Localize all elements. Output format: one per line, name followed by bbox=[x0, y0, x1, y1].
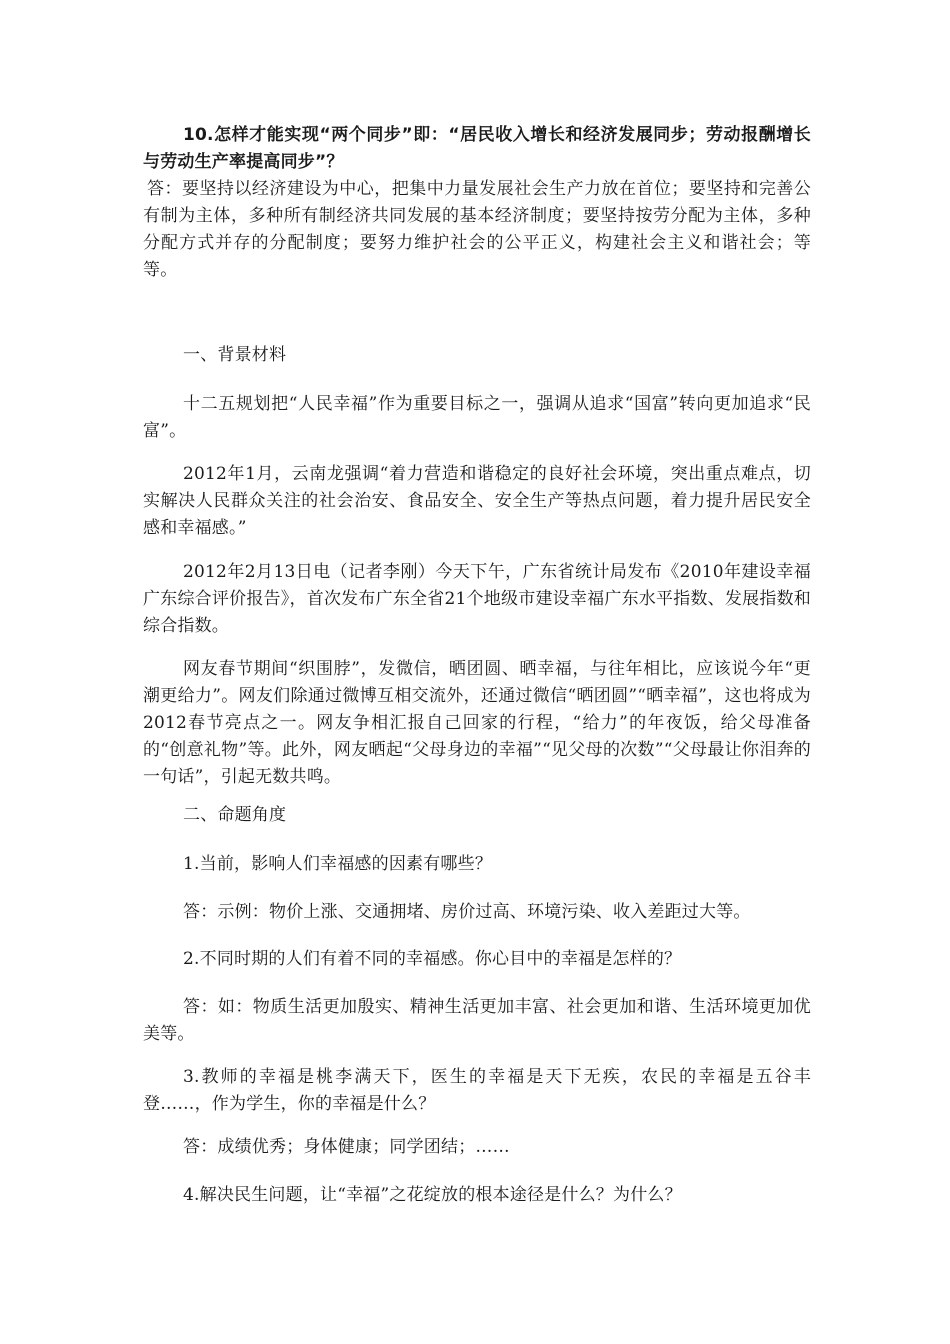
heading-background: 一、背景材料 bbox=[183, 345, 287, 365]
question-10: 10.怎样才能实现“两个同步”即：“居民收入增长和经济发展同步；劳动报酬增长与劳动生产率提高同步”？ bbox=[143, 125, 811, 172]
angle-answer-1: 答：示例：物价上涨、交通拥堵、房价过高、环境污染、收入差距过大等。 bbox=[183, 902, 751, 922]
angle-question-3: 3.教师的幸福是桃李满天下，医生的幸福是天下无疾，农民的幸福是五谷丰登……，作为学生，你的幸福是什么？ bbox=[143, 1067, 811, 1114]
background-paragraph-1: 十二五规划把“人民幸福”作为重要目标之一，强调从追求“国富”转向更加追求“民富”。 bbox=[143, 394, 811, 441]
angle-question-4: 4.解决民生问题，让“幸福”之花绽放的根本途径是什么？为什么？ bbox=[183, 1185, 682, 1205]
background-paragraph-3: 2012年2月13日电（记者李刚）今天下午，广东省统计局发布《2010年建设幸福广东综合评价报告》，首次发布广东全省21个地级市建设幸福广东水平指数、发展指数和综合指数。 bbox=[143, 562, 811, 636]
background-paragraph-2: 2012年1月，云南龙强调“着力营造和谐稳定的良好社会环境，突出重点难点，切实解决人民群众关注的社会治安、食品安全、安全生产等热点问题，着力提升居民安全感和幸福感。” bbox=[143, 464, 811, 538]
heading-angles: 二、命题角度 bbox=[183, 805, 287, 825]
angle-question-2: 2.不同时期的人们有着不同的幸福感。你心目中的幸福是怎样的？ bbox=[183, 949, 682, 969]
angle-question-1: 1.当前，影响人们幸福感的因素有哪些？ bbox=[183, 854, 493, 874]
background-paragraph-4: 网友春节期间“织围脖”，发微信，晒团圆、晒幸福，与往年相比，应该说今年“更潮更给力”。网友们除通过微博互相交流外，还通过微信“晒团圆”“晒幸福”，这也将成为2012春节亮点之一。网友争相汇报自己回家的行程，“给力”的年夜饭，给父母准备的“创意礼物”等。此外，网友晒起“父母身边的幸福”“见父母的次数”“父母最让你泪奔的一句话”，引起无数共鸣。 bbox=[143, 659, 811, 787]
angle-answer-2: 答：如：物质生活更加殷实、精神生活更加丰富、社会更加和谐、生活环境更加优美等。 bbox=[143, 997, 811, 1044]
angle-answer-3: 答：成绩优秀；身体健康；同学团结；…… bbox=[183, 1137, 510, 1157]
answer-10: 答：要坚持以经济建设为中心，把集中力量发展社会生产力放在首位；要坚持和完善公有制为主体，多种所有制经济共同发展的基本经济制度；要坚持按劳分配为主体，多种分配方式并存的分配制度；要努力维护社会的公平正义，构建社会主义和谐社会；等等。 bbox=[143, 179, 811, 280]
